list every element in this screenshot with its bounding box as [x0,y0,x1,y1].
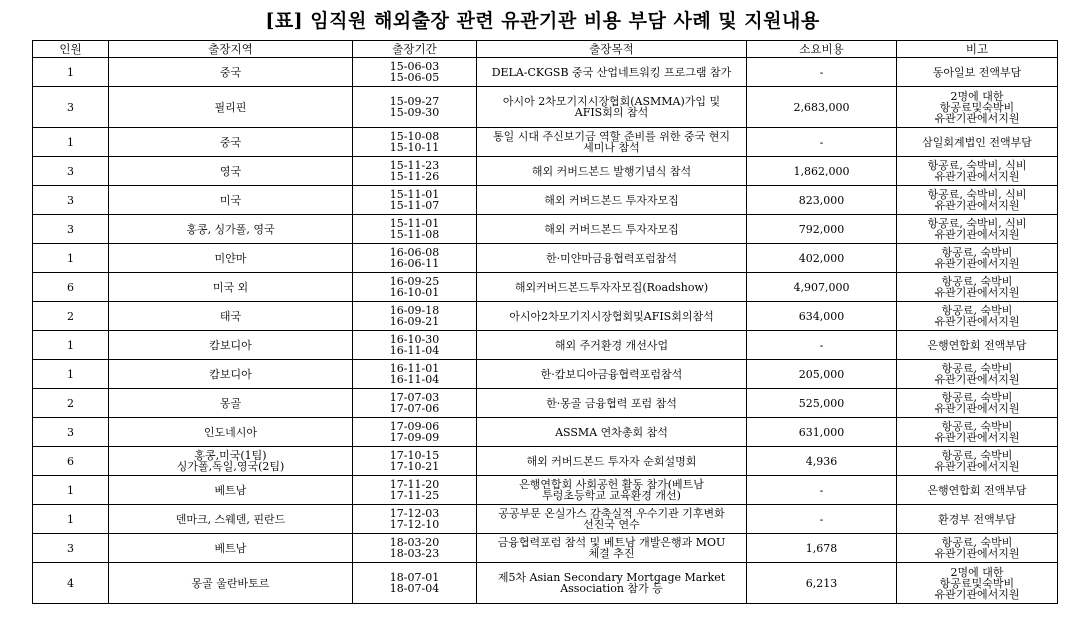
cell-note-line: 유관기관에서지원 [934,228,1020,241]
cell-region-line: 중국 [219,65,242,79]
cell-note [897,505,1058,534]
cell-period-line: 15-10-08 [389,130,440,143]
cell-note-line: 유관기관에서지원 [934,373,1020,386]
cell-period-line: 17-11-25 [389,489,440,502]
cell-cost: 402,000 [747,244,897,273]
cell-region [109,186,353,215]
cell-period-line: 16-09-21 [389,315,440,328]
cell-cost: - [747,58,897,87]
cell-note-line: 유관기관에서지원 [934,315,1020,328]
cell-period-line: 16-10-01 [389,286,440,299]
cell-note [897,331,1058,360]
cell-note-line: 유관기관에서지원 [934,257,1020,270]
cell-purpose-line: 해외 커버드본드 투자자 순회설명회 [526,454,697,468]
cell-region [109,563,353,604]
cell-purpose [477,534,747,563]
cell-people: 3 [33,87,109,128]
cell-note-line: 항공료및숙박비 [939,576,1015,590]
cell-period-line: 15-11-07 [389,199,440,212]
cell-cost: 1,678 [747,534,897,563]
cell-note-line: 환경부 전액부담 [938,512,1016,526]
cell-period-line: 18-07-04 [389,582,440,595]
cell-purpose [477,302,747,331]
cell-cost: 1,862,000 [747,157,897,186]
cell-note-line: 항공료및숙박비 [939,100,1015,114]
cell-period [353,360,477,389]
cell-period [353,244,477,273]
table-row [33,360,1058,389]
cell-people: 3 [33,215,109,244]
table-row [33,563,1058,604]
cell-purpose-line: AFIS회의 참석 [574,106,649,119]
cell-note-line: 항공료, 숙박비 [941,362,1013,375]
cell-period [353,58,477,87]
cell-period-line: 17-09-09 [389,431,440,444]
cell-note-line: 유관기관에서지원 [934,170,1020,183]
cell-note-line: 유관기관에서지원 [934,402,1020,415]
table-row [33,505,1058,534]
cell-region [109,302,353,331]
table-row [33,157,1058,186]
cell-note-line: 동아일보 전액부담 [932,65,1022,79]
cell-note-line: 항공료, 숙박비, 식비 [927,159,1027,172]
table-header-row [33,41,1058,58]
cell-note [897,186,1058,215]
cell-note-line: 항공료, 숙박비 [941,304,1013,317]
cell-period-line: 15-09-30 [389,106,440,119]
cell-cost: 792,000 [747,215,897,244]
cell-purpose [477,331,747,360]
cell-purpose-line: 체결 추진 [588,547,635,560]
cell-cost: - [747,505,897,534]
cell-cost: 634,000 [747,302,897,331]
cell-region-line: 미얀마 [214,251,247,265]
cell-note-line: 유관기관에서지원 [934,286,1020,299]
cell-period [353,186,477,215]
cell-note [897,389,1058,418]
cell-purpose [477,563,747,604]
cell-period-line: 17-07-03 [389,391,440,404]
cell-cost: 2,683,000 [747,87,897,128]
cell-people: 3 [33,418,109,447]
table-row [33,447,1058,476]
cell-cost: 6,213 [747,563,897,604]
cell-region-line: 미국 외 [212,280,249,294]
table-row [33,418,1058,447]
cell-people: 1 [33,244,109,273]
cell-region-line: 홍콩, 싱가폴, 영국 [186,222,275,236]
cell-region-line: 미국 [219,193,242,207]
cell-region-line: 덴마크, 스웨덴, 핀란드 [175,512,286,526]
table-row [33,302,1058,331]
cell-region [109,58,353,87]
cell-cost: - [747,476,897,505]
cell-purpose [477,418,747,447]
cell-region-line: 몽골 [219,396,242,410]
cell-purpose [477,58,747,87]
cell-period-line: 15-11-08 [389,228,440,241]
cell-purpose-line: 공공부문 온실가스 감축실적 우수기관 기후변화 [498,507,725,520]
cell-region [109,215,353,244]
cell-purpose [477,447,747,476]
cell-note-line: 2명에 대한 [950,89,1004,103]
cell-region [109,360,353,389]
cell-region-line: 베트남 [214,483,247,497]
cell-period-line: 15-06-03 [389,60,440,73]
table-row [33,186,1058,215]
cell-period-line: 17-07-06 [389,402,440,415]
cell-period-line: 18-03-20 [389,536,440,549]
cell-people: 1 [33,58,109,87]
table-row [33,273,1058,302]
cell-people: 4 [33,563,109,604]
header-cost: 소요비용 [747,41,897,58]
cell-purpose-line: 선진국 연수 [583,518,640,531]
cell-region [109,476,353,505]
cell-period [353,418,477,447]
cell-region [109,157,353,186]
cell-region [109,128,353,157]
cell-period-line: 15-11-01 [389,217,440,230]
cell-note-line: 항공료, 숙박비 [941,420,1013,433]
cell-purpose [477,360,747,389]
cell-note [897,302,1058,331]
cell-purpose-line: 아시아2차모기지시장협회및AFIS회의참석 [509,309,714,323]
cell-region [109,331,353,360]
cell-note-line: 은행연합회 전액부담 [927,483,1027,497]
table-row [33,128,1058,157]
cell-period [353,534,477,563]
cell-note [897,215,1058,244]
cell-region-line: 몽골 울란바토르 [191,576,270,590]
cell-note [897,476,1058,505]
cell-period [353,87,477,128]
cell-note [897,58,1058,87]
cell-period-line: 16-06-11 [389,257,440,270]
cell-purpose-line: 투렁초등학교 교육환경 개선) [542,489,681,502]
cell-people: 1 [33,360,109,389]
cell-purpose [477,157,747,186]
cell-region-line: 중국 [219,135,242,149]
cell-cost: - [747,331,897,360]
cell-note-line: 항공료, 숙박비, 식비 [927,188,1027,201]
cell-purpose-line: ASSMA 연차총회 참석 [555,425,668,439]
cell-region [109,447,353,476]
table-row [33,244,1058,273]
cell-period [353,215,477,244]
cell-purpose-line: 아시아 2차모기지시장협회(ASMMA)가입 및 [502,95,721,108]
cell-region-line: 싱가폴,독일,영국(2팀) [176,460,285,473]
cell-period-line: 17-12-03 [389,507,440,520]
cell-cost: 4,907,000 [747,273,897,302]
cell-period [353,505,477,534]
cell-period-line: 16-10-30 [389,333,440,346]
cell-note-line: 유관기관에서지원 [934,460,1020,473]
cell-purpose [477,87,747,128]
cell-period-line: 15-10-11 [389,141,440,154]
cell-period-line: 16-11-01 [389,362,440,375]
cell-note-line: 항공료, 숙박비 [941,391,1013,404]
cell-purpose [477,505,747,534]
cell-period-line: 15-06-05 [389,71,440,84]
cell-purpose [477,476,747,505]
cell-people: 3 [33,186,109,215]
cell-period-line: 17-10-15 [389,449,440,462]
cell-purpose-line: 한·캄보디아금융협력포럼참석 [540,367,683,381]
cell-region [109,534,353,563]
cell-region [109,273,353,302]
cell-period-line: 16-11-04 [389,344,440,357]
cell-region [109,505,353,534]
cell-period-line: 17-11-20 [389,478,440,491]
cell-purpose-line: 한·미얀마금융협력포럼참석 [545,251,677,265]
table-row [33,58,1058,87]
cell-note-line: 유관기관에서지원 [934,111,1020,125]
cell-note [897,273,1058,302]
cell-people: 2 [33,389,109,418]
cell-note-line: 은행연합회 전액부담 [927,338,1027,352]
cell-region [109,418,353,447]
cell-note [897,563,1058,604]
cell-purpose-line: 한·몽골 금융협력 포럼 참석 [546,396,677,410]
cell-purpose [477,215,747,244]
cell-period [353,563,477,604]
cell-purpose [477,244,747,273]
cell-purpose [477,186,747,215]
cell-cost: 205,000 [747,360,897,389]
table-body [33,58,1058,604]
cell-region [109,244,353,273]
cell-note-line: 항공료, 숙박비, 식비 [927,217,1027,230]
cell-purpose-line: Association 참가 등 [560,582,663,595]
cell-note-line: 항공료, 숙박비 [941,536,1013,549]
cell-note-line: 유관기관에서지원 [934,431,1020,444]
cell-people: 1 [33,331,109,360]
table-row [33,87,1058,128]
cell-region [109,389,353,418]
cell-note-line: 항공료, 숙박비 [941,449,1013,462]
cell-region-line: 태국 [219,309,242,323]
cell-cost: 823,000 [747,186,897,215]
cell-period-line: 15-11-26 [389,170,440,183]
table-row [33,331,1058,360]
header-people: 인원 [33,41,109,58]
cell-period-line: 16-06-08 [389,246,440,259]
cell-region-line: 베트남 [214,541,247,555]
cell-people: 3 [33,534,109,563]
cell-purpose-line: 금융협력포럼 참석 및 베트남 개발은행과 MOU [497,536,726,549]
cell-purpose [477,389,747,418]
cell-purpose-line: 통일 시대 주신보기금 역할 준비를 위한 중국 현지 [493,130,730,143]
cell-note [897,87,1058,128]
table-row [33,389,1058,418]
cell-period-line: 16-09-18 [389,304,440,317]
cell-period [353,302,477,331]
cell-people: 1 [33,505,109,534]
cell-period-line: 18-07-01 [389,571,440,584]
cell-period [353,389,477,418]
cell-period-line: 15-11-01 [389,188,440,201]
header-note: 비고 [897,41,1058,58]
cell-region-line: 필리핀 [214,100,247,114]
cell-note-line: 항공료, 숙박비 [941,275,1013,288]
cell-note [897,418,1058,447]
cell-purpose-line: 해외 커버드본드 투자자모집 [544,193,679,207]
cell-people: 1 [33,128,109,157]
cell-region-line: 홍콩,미국(1팀) [194,449,267,462]
cell-purpose-line: 해외커버드본드투자자모집(Roadshow) [514,280,709,294]
cell-period [353,157,477,186]
cell-period-line: 16-11-04 [389,373,440,386]
cell-note-line: 유관기관에서지원 [934,547,1020,560]
cell-purpose [477,128,747,157]
cell-people: 6 [33,447,109,476]
cell-period [353,331,477,360]
cell-people: 1 [33,476,109,505]
cell-purpose-line: 해외 커버드본드 발행기념식 참석 [531,164,692,178]
cell-note [897,244,1058,273]
cell-note-line: 삼일회계법인 전액부담 [922,135,1032,149]
cell-cost: 525,000 [747,389,897,418]
header-period: 출장기간 [353,41,477,58]
cell-note [897,447,1058,476]
business-trip-table [32,40,1058,604]
cell-note-line: 2명에 대한 [950,565,1004,579]
cell-people: 3 [33,157,109,186]
cell-people: 6 [33,273,109,302]
cell-period-line: 15-09-27 [389,95,440,108]
cell-purpose-line: 해외 커버드본드 투자자모집 [544,222,679,236]
header-region: 출장지역 [109,41,353,58]
cell-period [353,128,477,157]
cell-note-line: 유관기관에서지원 [934,587,1020,601]
cell-note [897,534,1058,563]
cell-period [353,273,477,302]
cell-purpose-line: DELA-CKGSB 중국 산업네트워킹 프로그램 참가 [491,65,732,79]
cell-people: 2 [33,302,109,331]
cell-purpose-line: 해외 주거환경 개선사업 [554,338,669,352]
cell-cost: 4,936 [747,447,897,476]
cell-purpose-line: 세미나 참석 [583,141,640,154]
cell-note-line: 유관기관에서지원 [934,199,1020,212]
cell-purpose-line: 은행연합회 사회공헌 활동 참가(베트남 [519,478,704,491]
cell-period-line: 17-09-06 [389,420,440,433]
document-title: [표] 임직원 해외출장 관련 유관기관 비용 부담 사례 및 지원내용 [265,10,820,32]
cell-note [897,360,1058,389]
cell-region-line: 캄보디아 [209,367,252,381]
cell-period-line: 15-11-23 [389,159,440,172]
table-row [33,215,1058,244]
cell-period-line: 17-12-10 [389,518,440,531]
cell-purpose [477,273,747,302]
cell-region-line: 영국 [219,164,242,178]
cell-region [109,87,353,128]
cell-cost: - [747,128,897,157]
table-row [33,534,1058,563]
cell-cost: 631,000 [747,418,897,447]
table-row [33,476,1058,505]
cell-note [897,128,1058,157]
cell-purpose-line: 제5차 Asian Secondary Mortgage Market [497,571,726,584]
cell-period [353,476,477,505]
cell-period [353,447,477,476]
cell-note [897,157,1058,186]
cell-period-line: 18-03-23 [389,547,440,560]
cell-period-line: 17-10-21 [389,460,440,473]
cell-note-line: 항공료, 숙박비 [941,246,1013,259]
header-purpose: 출장목적 [477,41,747,58]
cell-region-line: 인도네시아 [203,425,258,439]
cell-region-line: 캄보디아 [209,338,252,352]
cell-period-line: 16-09-25 [389,275,440,288]
